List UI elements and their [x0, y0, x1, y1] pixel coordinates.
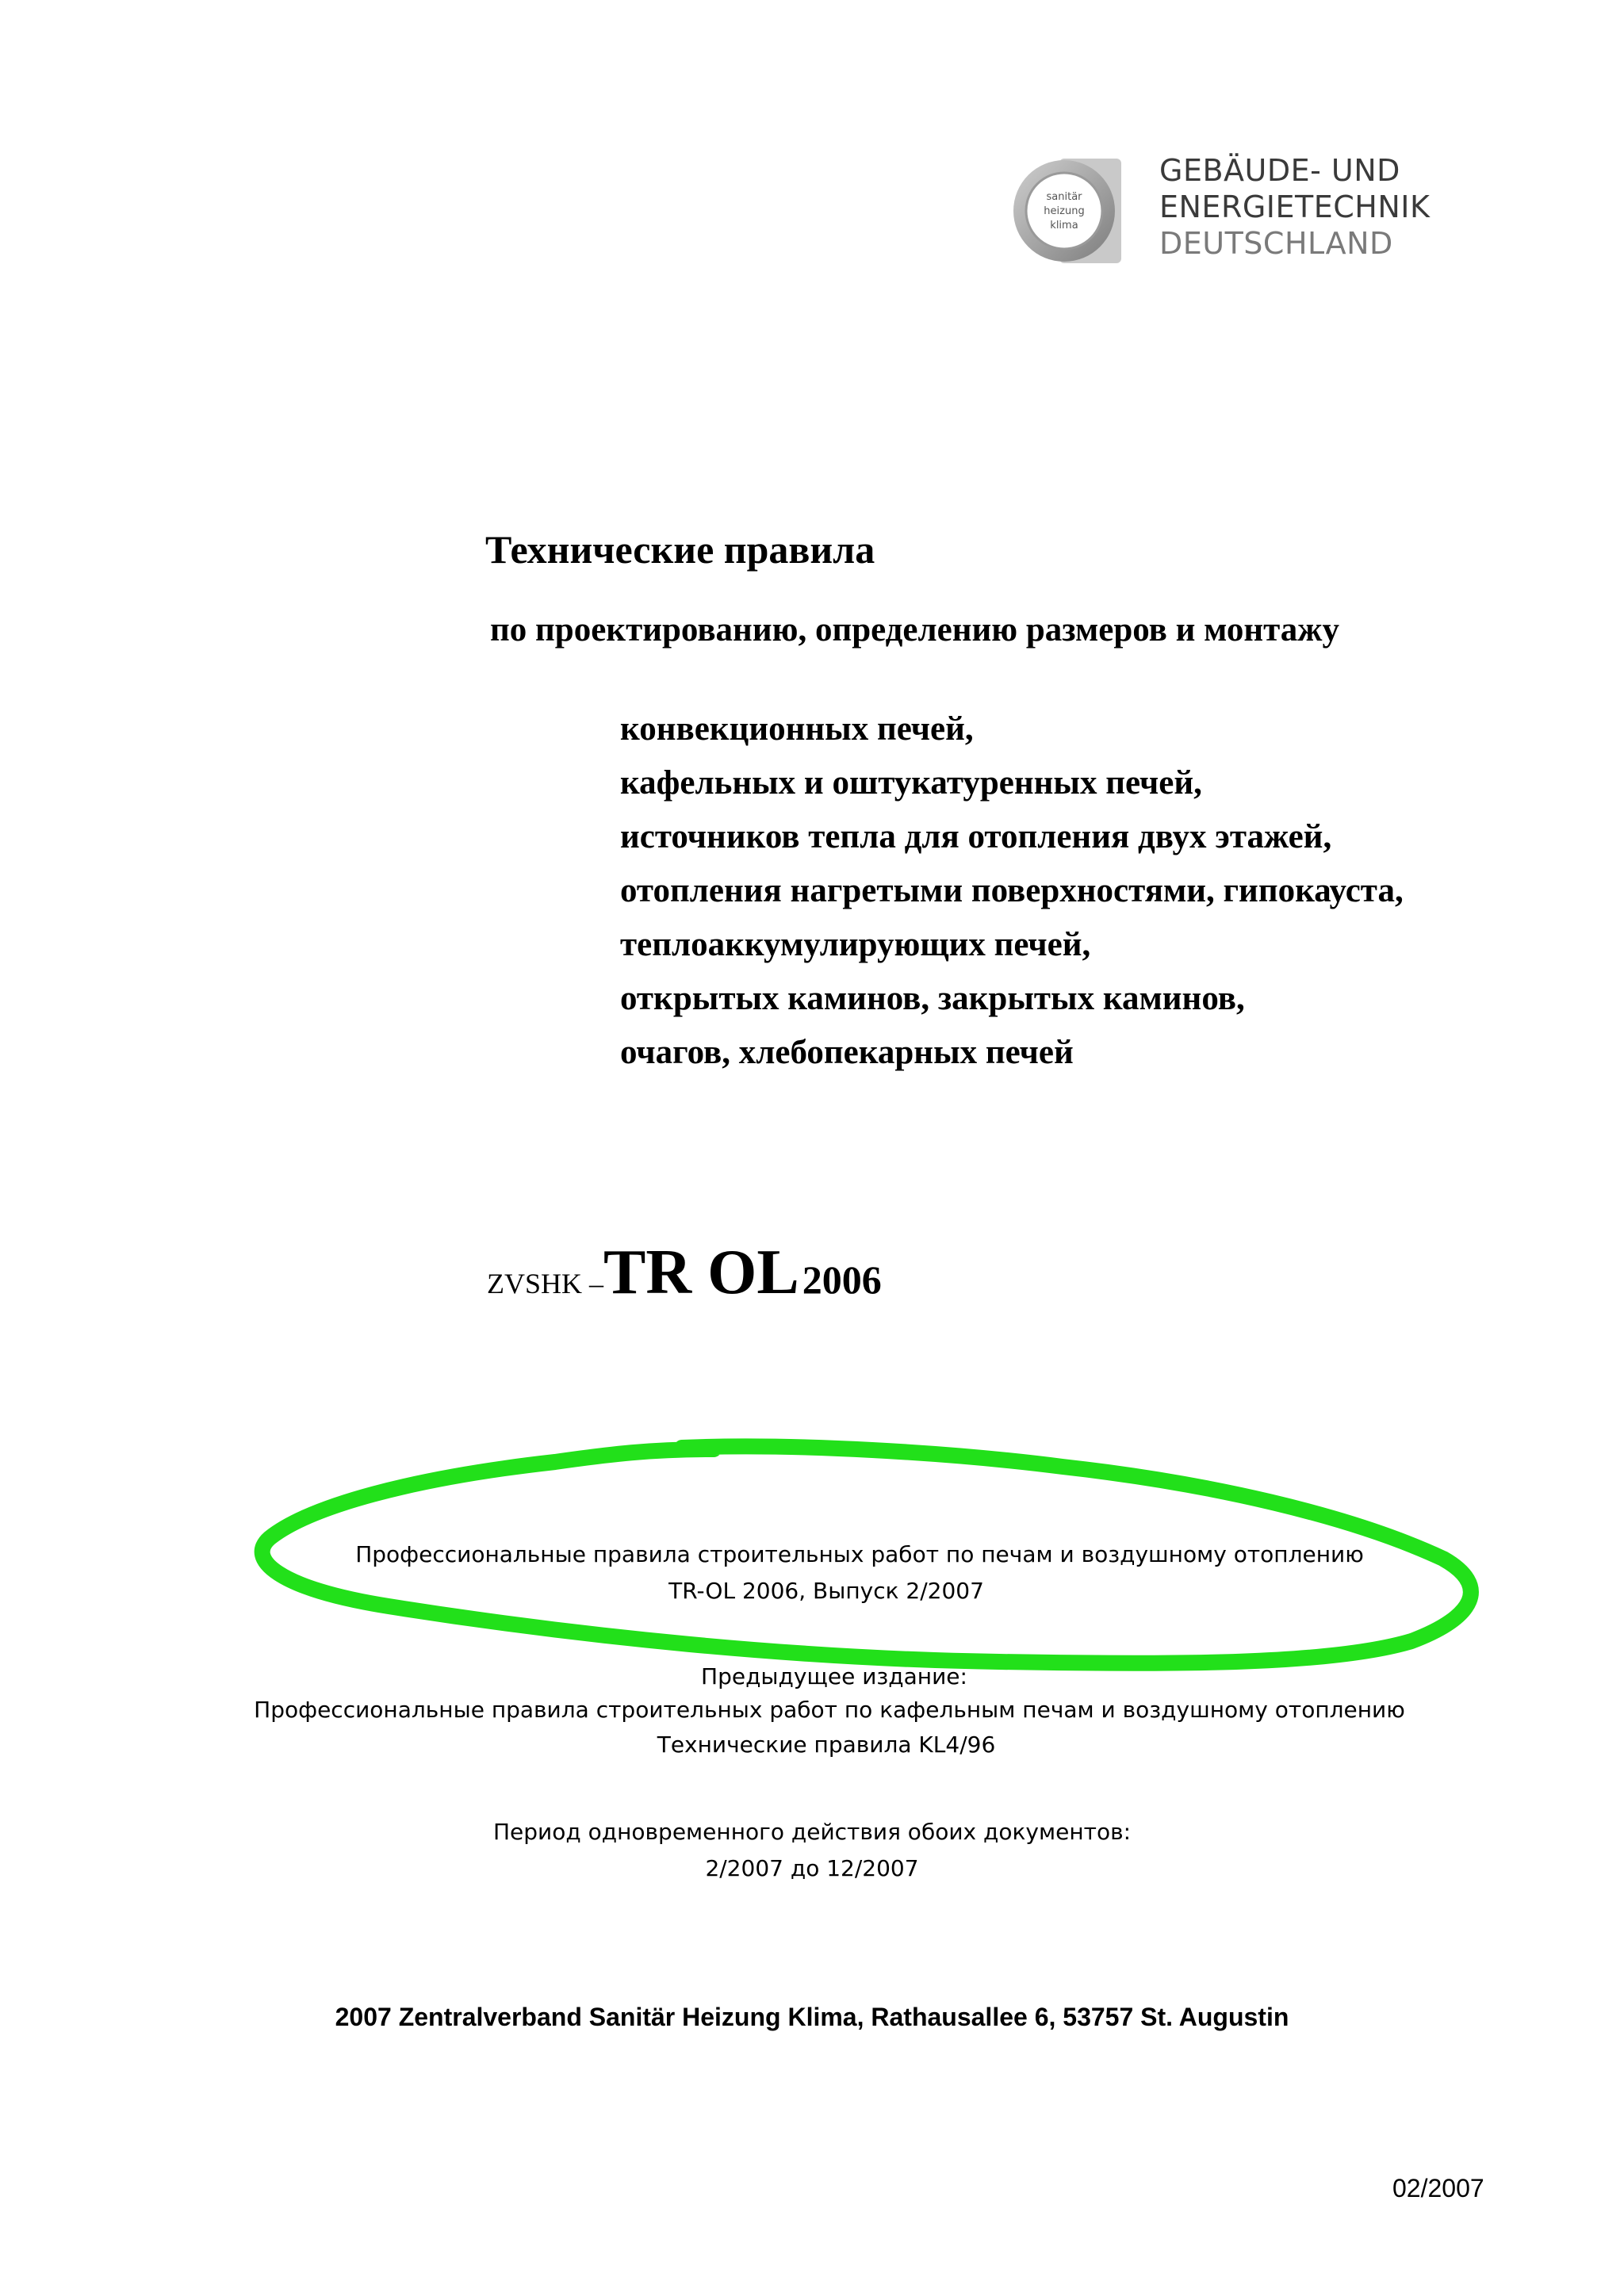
document-code: [487, 1237, 882, 1309]
scope-list: [620, 702, 1404, 1080]
emblem-text-2: heizung: [1044, 205, 1085, 217]
logo-line-1: GEBÄUDE- UND: [1159, 153, 1400, 188]
publisher-logo: [1007, 151, 1435, 270]
scope-item: источников тепла для отопления двух этажей,: [620, 818, 1332, 855]
scope-item: теплоаккумулирующих печей,: [620, 926, 1091, 963]
code-name: TR OL: [603, 1238, 799, 1307]
emblem-text-1: sanitär: [1046, 191, 1082, 203]
logo-wordmark: [1159, 152, 1445, 262]
edition-number: TR-OL 2006, Выпуск 2/2007: [668, 1578, 984, 1604]
previous-heading: Предыдущее издание:: [701, 1663, 967, 1689]
logo-line-2: ENERGIETECHNIK: [1159, 189, 1431, 224]
period-heading: Период одновременного действия обоих документов:: [492, 1819, 1132, 1845]
previous-rules: Технические правила KL4/96: [657, 1732, 996, 1758]
previous-title: Профессиональные правила строительных работ по кафельным печам и воздушному отоплению: [254, 1697, 1405, 1723]
scope-item: конвекционных печей,: [620, 710, 974, 748]
emblem-text-3: klima: [1050, 220, 1078, 232]
logo-emblem: [1012, 155, 1123, 266]
document-subtitle: по проектированию, определению размеров и монтажу: [490, 611, 1339, 649]
code-year: 2006: [802, 1257, 882, 1302]
period-range: 2/2007 до 12/2007: [705, 1855, 919, 1881]
edition-title: Профессиональные правила строительных работ по печам и воздушному отоплению: [355, 1541, 1364, 1567]
document-title: Технические правила: [485, 527, 875, 572]
issue-date: 02/2007: [1392, 2174, 1484, 2202]
scope-item: открытых каминов, закрытых каминов,: [620, 980, 1245, 1017]
logo-line-3: DEUTSCHLAND: [1159, 226, 1393, 261]
scope-item: очагов, хлебопекарных печей: [620, 1034, 1074, 1071]
scope-item: кафельных и оштукатуренных печей,: [620, 764, 1202, 802]
scope-item: отопления нагретыми поверхностями, гипокауста,: [620, 872, 1404, 909]
code-prefix: ZVSHK –: [487, 1268, 604, 1299]
logo-emblem-graphic: [1012, 155, 1123, 266]
publisher-address: 2007 Zentralverband Sanitär Heizung Klima, Rathausallee 6, 53757 St. Augustin: [335, 2003, 1289, 2031]
